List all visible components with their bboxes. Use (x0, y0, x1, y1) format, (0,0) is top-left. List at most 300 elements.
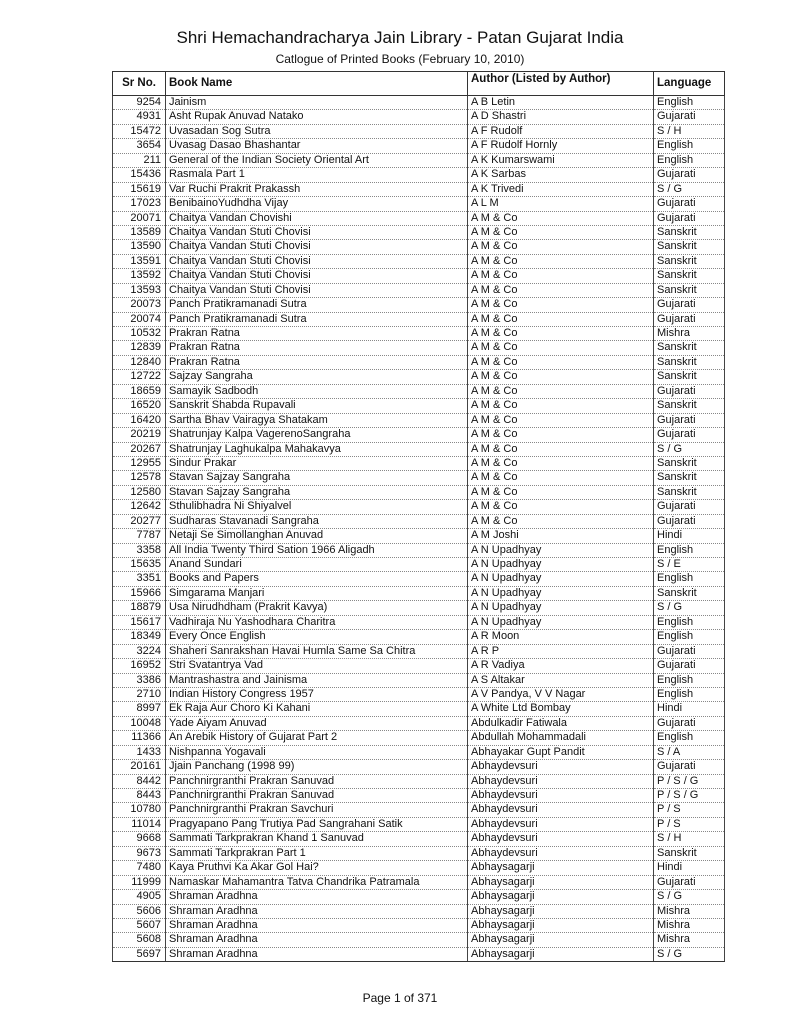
table-row (113, 543, 725, 557)
language-cell: S / H (654, 124, 725, 138)
author-cell: A M & Co (468, 514, 654, 528)
table-row (113, 615, 725, 629)
book-name-cell: Asht Rupak Anuvad Natako (166, 110, 468, 124)
author-cell: A N Upadhyay (468, 572, 654, 586)
author-cell: Abhaysagarji (468, 861, 654, 875)
sr-no-cell: 12840 (113, 355, 166, 369)
sr-no-cell: 11014 (113, 817, 166, 831)
table-row (113, 225, 725, 239)
table-row (113, 298, 725, 312)
table-row (113, 240, 725, 254)
table-row (113, 139, 725, 153)
language-cell: Sanskrit (654, 370, 725, 384)
language-cell: Gujarati (654, 413, 725, 427)
sr-no-cell: 13593 (113, 283, 166, 297)
sr-no-cell: 20277 (113, 514, 166, 528)
language-cell: English (654, 139, 725, 153)
column-header-book-name: Book Name (166, 72, 468, 96)
language-cell: S / E (654, 558, 725, 572)
sr-no-cell: 7787 (113, 529, 166, 543)
sr-no-cell: 8443 (113, 789, 166, 803)
table-row (113, 659, 725, 673)
sr-no-cell: 3654 (113, 139, 166, 153)
book-name-cell: Chaitya Vandan Stuti Chovisi (166, 240, 468, 254)
language-cell: Sanskrit (654, 355, 725, 369)
table-row (113, 630, 725, 644)
sr-no-cell: 1433 (113, 745, 166, 759)
book-name-cell: Sartha Bhav Vairagya Shatakam (166, 413, 468, 427)
sr-no-cell: 12722 (113, 370, 166, 384)
table-row (113, 485, 725, 499)
sr-no-cell: 13592 (113, 269, 166, 283)
language-cell: Sanskrit (654, 846, 725, 860)
author-cell: A White Ltd Bombay (468, 702, 654, 716)
language-cell: Sanskrit (654, 240, 725, 254)
table-row (113, 96, 725, 110)
sr-no-cell: 5607 (113, 918, 166, 932)
column-header-sr-no: Sr No. (113, 72, 166, 96)
language-cell: English (654, 96, 725, 110)
book-name-cell: Every Once English (166, 630, 468, 644)
author-cell: A M & Co (468, 428, 654, 442)
book-name-cell: Sudharas Stavanadi Sangraha (166, 514, 468, 528)
book-name-cell: Namaskar Mahamantra Tatva Chandrika Patramala (166, 875, 468, 889)
table-row (113, 355, 725, 369)
sr-no-cell: 18879 (113, 601, 166, 615)
catalog-table (112, 71, 725, 962)
language-cell: Sanskrit (654, 283, 725, 297)
book-name-cell: Indian History Congress 1957 (166, 687, 468, 701)
author-cell: A M & Co (468, 384, 654, 398)
sr-no-cell: 15619 (113, 182, 166, 196)
author-cell: A M & Co (468, 442, 654, 456)
author-cell: A M & Co (468, 355, 654, 369)
table-row (113, 514, 725, 528)
table-row (113, 745, 725, 759)
language-cell: Gujarati (654, 760, 725, 774)
column-header-language: Language (654, 72, 725, 96)
book-name-cell: All India Twenty Third Sation 1966 Aligadh (166, 543, 468, 557)
author-cell: Abhaysagarji (468, 875, 654, 889)
book-name-cell: Chaitya Vandan Stuti Chovisi (166, 269, 468, 283)
table-header-row (113, 72, 725, 96)
language-cell: English (654, 687, 725, 701)
sr-no-cell: 10780 (113, 803, 166, 817)
author-cell: A V Pandya, V V Nagar (468, 687, 654, 701)
table-row (113, 817, 725, 831)
sr-no-cell: 9668 (113, 832, 166, 846)
language-cell: P / S (654, 803, 725, 817)
language-cell: P / S (654, 817, 725, 831)
author-cell: Abhaysagarji (468, 890, 654, 904)
author-cell: Abhaysagarji (468, 918, 654, 932)
sr-no-cell: 16520 (113, 399, 166, 413)
language-cell: Sanskrit (654, 341, 725, 355)
author-cell: Abhaydevsuri (468, 832, 654, 846)
book-name-cell: Vadhiraja Nu Yashodhara Charitra (166, 615, 468, 629)
author-cell: A M & Co (468, 211, 654, 225)
sr-no-cell: 20161 (113, 760, 166, 774)
table-row (113, 197, 725, 211)
language-cell: S / G (654, 182, 725, 196)
book-name-cell: Var Ruchi Prakrit Prakassh (166, 182, 468, 196)
table-row (113, 341, 725, 355)
author-cell: A S Altakar (468, 673, 654, 687)
author-cell: A M & Co (468, 471, 654, 485)
author-cell: Abhaydevsuri (468, 817, 654, 831)
sr-no-cell: 13590 (113, 240, 166, 254)
sr-no-cell: 15436 (113, 168, 166, 182)
language-cell: Gujarati (654, 644, 725, 658)
language-cell: Gujarati (654, 168, 725, 182)
author-cell: Abdullah Mohammadali (468, 731, 654, 745)
table-row (113, 384, 725, 398)
language-cell: Gujarati (654, 500, 725, 514)
book-name-cell: Panch Pratikramanadi Sutra (166, 298, 468, 312)
sr-no-cell: 12578 (113, 471, 166, 485)
table-row (113, 803, 725, 817)
book-name-cell: General of the Indian Society Oriental Art (166, 153, 468, 167)
sr-no-cell: 3224 (113, 644, 166, 658)
table-row (113, 370, 725, 384)
book-name-cell: Kaya Pruthvi Ka Akar Gol Hai? (166, 861, 468, 875)
sr-no-cell: 20267 (113, 442, 166, 456)
sr-no-cell: 12839 (113, 341, 166, 355)
table-row (113, 500, 725, 514)
language-cell: Gujarati (654, 428, 725, 442)
catalog-table-body (113, 96, 725, 962)
sr-no-cell: 12642 (113, 500, 166, 514)
author-cell: A N Upadhyay (468, 558, 654, 572)
book-name-cell: Shatrunjay Laghukalpa Mahakavya (166, 442, 468, 456)
language-cell: S / G (654, 442, 725, 456)
author-cell: A B Letin (468, 96, 654, 110)
book-name-cell: Shatrunjay Kalpa VagerenoSangraha (166, 428, 468, 442)
language-cell: English (654, 731, 725, 745)
book-name-cell: Sanskrit Shabda Rupavali (166, 399, 468, 413)
author-cell: A F Rudolf Hornly (468, 139, 654, 153)
book-name-cell: Shaheri Sanrakshan Havai Humla Same Sa Chitra (166, 644, 468, 658)
author-cell: A M & Co (468, 225, 654, 239)
author-cell: A M & Co (468, 254, 654, 268)
document-subtitle: Catlogue of Printed Books (February 10, 2010) (275, 52, 525, 66)
language-cell: Gujarati (654, 716, 725, 730)
language-cell: Gujarati (654, 659, 725, 673)
book-name-cell: Yade Aiyam Anuvad (166, 716, 468, 730)
book-name-cell: Books and Papers (166, 572, 468, 586)
sr-no-cell: 5606 (113, 904, 166, 918)
author-cell: A D Shastri (468, 110, 654, 124)
author-cell: A M & Co (468, 298, 654, 312)
sr-no-cell: 11366 (113, 731, 166, 745)
book-name-cell: Panchnirgranthi Prakran Savchuri (166, 803, 468, 817)
language-cell: Sanskrit (654, 485, 725, 499)
table-row (113, 572, 725, 586)
book-name-cell: An Arebik History of Gujarat Part 2 (166, 731, 468, 745)
book-name-cell: Sindur Prakar (166, 456, 468, 470)
table-row (113, 168, 725, 182)
sr-no-cell: 9673 (113, 846, 166, 860)
table-row (113, 716, 725, 730)
table-row (113, 399, 725, 413)
author-cell: A M & Co (468, 456, 654, 470)
book-name-cell: Shraman Aradhna (166, 918, 468, 932)
language-cell: Gujarati (654, 514, 725, 528)
author-cell: A M & Co (468, 269, 654, 283)
book-name-cell: Stavan Sajzay Sangraha (166, 485, 468, 499)
sr-no-cell: 20074 (113, 312, 166, 326)
sr-no-cell: 15966 (113, 586, 166, 600)
table-row (113, 153, 725, 167)
book-name-cell: Netaji Se Simollanghan Anuvad (166, 529, 468, 543)
book-name-cell: Sammati Tarkprakran Khand 1 Sanuvad (166, 832, 468, 846)
author-cell: A M & Co (468, 485, 654, 499)
book-name-cell: Shraman Aradhna (166, 904, 468, 918)
language-cell: Gujarati (654, 875, 725, 889)
page-number: Page 1 of 371 (362, 991, 438, 1005)
book-name-cell: Sajzay Sangraha (166, 370, 468, 384)
author-cell: A M & Co (468, 399, 654, 413)
book-name-cell: Usa Nirudhdham (Prakrit Kavya) (166, 601, 468, 615)
language-cell: Mishra (654, 918, 725, 932)
author-cell: A N Upadhyay (468, 543, 654, 557)
sr-no-cell: 5697 (113, 947, 166, 961)
book-name-cell: Nishpanna Yogavali (166, 745, 468, 759)
language-cell: Gujarati (654, 384, 725, 398)
author-cell: A R Moon (468, 630, 654, 644)
sr-no-cell: 13589 (113, 225, 166, 239)
author-cell: Abhaydevsuri (468, 774, 654, 788)
table-row (113, 269, 725, 283)
author-cell: A M & Co (468, 327, 654, 341)
book-name-cell: Rasmala Part 1 (166, 168, 468, 182)
book-name-cell: Jainism (166, 96, 468, 110)
table-row (113, 254, 725, 268)
book-name-cell: Ek Raja Aur Choro Ki Kahani (166, 702, 468, 716)
author-cell: Abhayakar Gupt Pandit (468, 745, 654, 759)
table-row (113, 442, 725, 456)
language-cell: Sanskrit (654, 269, 725, 283)
language-cell: S / A (654, 745, 725, 759)
language-cell: English (654, 572, 725, 586)
author-cell: Abhaydevsuri (468, 846, 654, 860)
sr-no-cell: 4905 (113, 890, 166, 904)
author-cell: A R P (468, 644, 654, 658)
author-cell: Abdulkadir Fatiwala (468, 716, 654, 730)
author-cell: A M & Co (468, 312, 654, 326)
book-name-cell: Chaitya Vandan Stuti Chovisi (166, 254, 468, 268)
book-name-cell: Anand Sundari (166, 558, 468, 572)
language-cell: Gujarati (654, 312, 725, 326)
sr-no-cell: 20073 (113, 298, 166, 312)
book-name-cell: Chaitya Vandan Chovishi (166, 211, 468, 225)
book-name-cell: Panch Pratikramanadi Sutra (166, 312, 468, 326)
book-name-cell: Sammati Tarkprakran Part 1 (166, 846, 468, 860)
language-cell: Hindi (654, 861, 725, 875)
table-row (113, 456, 725, 470)
table-row (113, 283, 725, 297)
table-row (113, 760, 725, 774)
sr-no-cell: 211 (113, 153, 166, 167)
sr-no-cell: 17023 (113, 197, 166, 211)
author-cell: A K Kumarswami (468, 153, 654, 167)
sr-no-cell: 15617 (113, 615, 166, 629)
sr-no-cell: 3358 (113, 543, 166, 557)
author-cell: A M Joshi (468, 529, 654, 543)
table-row (113, 601, 725, 615)
sr-no-cell: 12580 (113, 485, 166, 499)
author-cell: A F Rudolf (468, 124, 654, 138)
table-row (113, 110, 725, 124)
author-cell: A M & Co (468, 283, 654, 297)
language-cell: Sanskrit (654, 399, 725, 413)
sr-no-cell: 13591 (113, 254, 166, 268)
language-cell: Gujarati (654, 110, 725, 124)
author-cell: Abhaydevsuri (468, 760, 654, 774)
sr-no-cell: 16420 (113, 413, 166, 427)
language-cell: Sanskrit (654, 471, 725, 485)
author-cell: A K Sarbas (468, 168, 654, 182)
table-row (113, 644, 725, 658)
author-cell: A N Upadhyay (468, 586, 654, 600)
language-cell: Hindi (654, 702, 725, 716)
book-name-cell: Panchnirgranthi Prakran Sanuvad (166, 774, 468, 788)
sr-no-cell: 8442 (113, 774, 166, 788)
language-cell: S / G (654, 601, 725, 615)
author-cell: A K Trivedi (468, 182, 654, 196)
author-cell: A L M (468, 197, 654, 211)
author-cell: A R Vadiya (468, 659, 654, 673)
column-header-author: Author (Listed by Author) (468, 72, 654, 96)
language-cell: Sanskrit (654, 254, 725, 268)
book-name-cell: Prakran Ratna (166, 355, 468, 369)
sr-no-cell: 12955 (113, 456, 166, 470)
author-cell: Abhaydevsuri (468, 803, 654, 817)
table-row (113, 471, 725, 485)
table-row (113, 774, 725, 788)
table-row (113, 428, 725, 442)
table-row (113, 211, 725, 225)
sr-no-cell: 8997 (113, 702, 166, 716)
sr-no-cell: 4931 (113, 110, 166, 124)
author-cell: A M & Co (468, 500, 654, 514)
sr-no-cell: 15635 (113, 558, 166, 572)
book-name-cell: Samayik Sadbodh (166, 384, 468, 398)
table-row (113, 327, 725, 341)
table-row (113, 673, 725, 687)
book-name-cell: Shraman Aradhna (166, 947, 468, 961)
language-cell: Mishra (654, 933, 725, 947)
table-row (113, 182, 725, 196)
book-name-cell: Chaitya Vandan Stuti Chovisi (166, 225, 468, 239)
sr-no-cell: 10532 (113, 327, 166, 341)
sr-no-cell: 3386 (113, 673, 166, 687)
book-name-cell: Shraman Aradhna (166, 933, 468, 947)
table-row (113, 558, 725, 572)
table-row (113, 731, 725, 745)
table-row (113, 904, 725, 918)
book-name-cell: BenibainoYudhdha Vijay (166, 197, 468, 211)
sr-no-cell: 5608 (113, 933, 166, 947)
author-cell: Abhaysagarji (468, 947, 654, 961)
author-cell: Abhaysagarji (468, 904, 654, 918)
table-row (113, 702, 725, 716)
language-cell: Sanskrit (654, 225, 725, 239)
table-row (113, 890, 725, 904)
table-row (113, 789, 725, 803)
language-cell: S / G (654, 890, 725, 904)
language-cell: Gujarati (654, 197, 725, 211)
book-name-cell: Mantrashastra and Jainisma (166, 673, 468, 687)
table-row (113, 846, 725, 860)
book-name-cell: Stri Svatantrya Vad (166, 659, 468, 673)
book-name-cell: Prakran Ratna (166, 327, 468, 341)
book-name-cell: Jjain Panchang (1998 99) (166, 760, 468, 774)
sr-no-cell: 18349 (113, 630, 166, 644)
author-cell: Abhaysagarji (468, 933, 654, 947)
language-cell: English (654, 543, 725, 557)
sr-no-cell: 16952 (113, 659, 166, 673)
language-cell: English (654, 673, 725, 687)
book-name-cell: Panchnirgranthi Prakran Sanuvad (166, 789, 468, 803)
language-cell: Sanskrit (654, 456, 725, 470)
book-name-cell: Pragyapano Pang Trutiya Pad Sangrahani Satik (166, 817, 468, 831)
document-title: Shri Hemachandracharya Jain Library - Patan Gujarat India (176, 28, 624, 47)
sr-no-cell: 2710 (113, 687, 166, 701)
sr-no-cell: 10048 (113, 716, 166, 730)
book-name-cell: Shraman Aradhna (166, 890, 468, 904)
table-row (113, 875, 725, 889)
language-cell: P / S / G (654, 789, 725, 803)
language-cell: Gujarati (654, 298, 725, 312)
book-name-cell: Prakran Ratna (166, 341, 468, 355)
language-cell: Hindi (654, 529, 725, 543)
language-cell: English (654, 153, 725, 167)
language-cell: English (654, 630, 725, 644)
table-row (113, 124, 725, 138)
table-row (113, 687, 725, 701)
language-cell: P / S / G (654, 774, 725, 788)
sr-no-cell: 20219 (113, 428, 166, 442)
author-cell: A N Upadhyay (468, 601, 654, 615)
language-cell: Sanskrit (654, 586, 725, 600)
table-row (113, 312, 725, 326)
language-cell: English (654, 615, 725, 629)
sr-no-cell: 11999 (113, 875, 166, 889)
language-cell: S / G (654, 947, 725, 961)
author-cell: A M & Co (468, 341, 654, 355)
language-cell: Gujarati (654, 211, 725, 225)
sr-no-cell: 15472 (113, 124, 166, 138)
book-name-cell: Chaitya Vandan Stuti Chovisi (166, 283, 468, 297)
author-cell: A M & Co (468, 370, 654, 384)
sr-no-cell: 18659 (113, 384, 166, 398)
table-row (113, 586, 725, 600)
table-row (113, 918, 725, 932)
book-name-cell: Sthulibhadra Ni Shiyalvel (166, 500, 468, 514)
table-row (113, 861, 725, 875)
sr-no-cell: 9254 (113, 96, 166, 110)
book-name-cell: Simgarama Manjari (166, 586, 468, 600)
author-cell: A N Upadhyay (468, 615, 654, 629)
book-name-cell: Uvasag Dasao Bhashantar (166, 139, 468, 153)
table-row (113, 832, 725, 846)
language-cell: Mishra (654, 327, 725, 341)
book-name-cell: Stavan Sajzay Sangraha (166, 471, 468, 485)
author-cell: A M & Co (468, 413, 654, 427)
table-row (113, 947, 725, 961)
sr-no-cell: 20071 (113, 211, 166, 225)
